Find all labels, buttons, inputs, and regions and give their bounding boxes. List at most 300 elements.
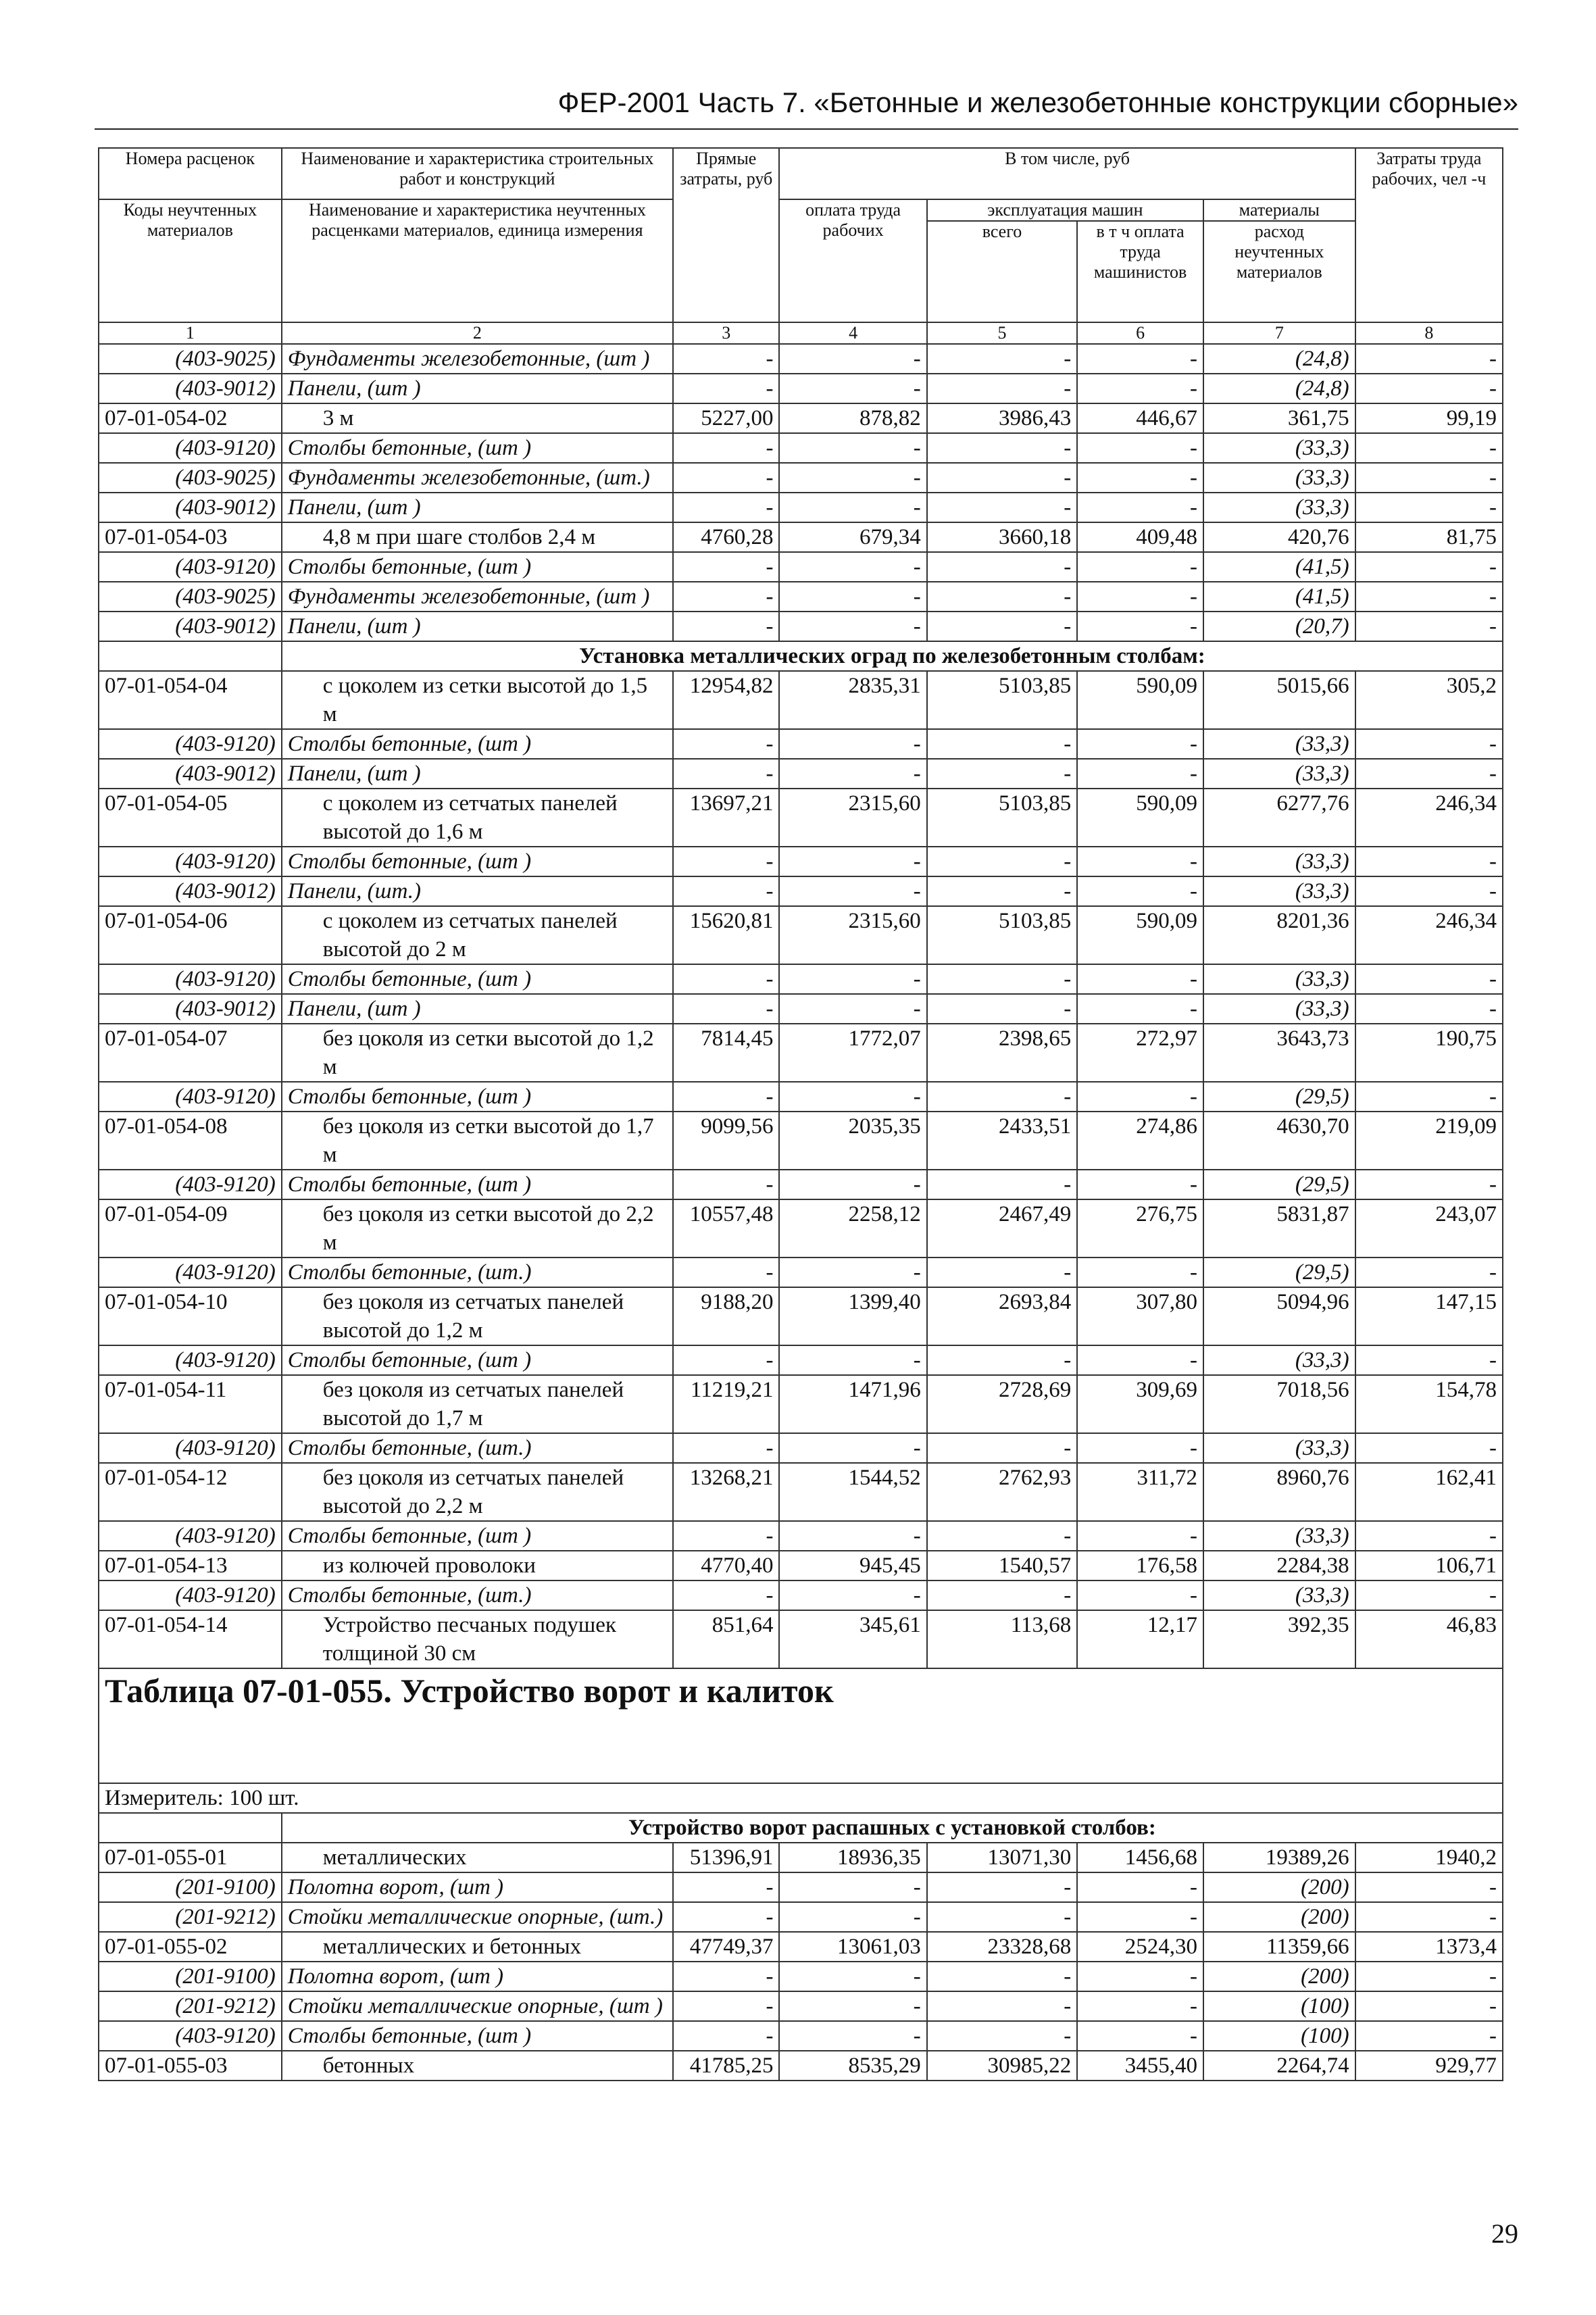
value-cell: 47749,37	[673, 1932, 779, 1962]
value-cell: -	[673, 1872, 779, 1902]
value-cell: -	[779, 1082, 926, 1112]
value-cell: -	[779, 847, 926, 876]
value-cell: (33,3)	[1203, 1345, 1355, 1375]
rate-row	[99, 1932, 1503, 1962]
material-name: Столбы бетонные, (шт )	[282, 964, 673, 994]
section-spacer	[99, 641, 282, 671]
material-row	[99, 374, 1503, 403]
material-code: (403-9012)	[99, 493, 282, 522]
value-cell: -	[673, 1580, 779, 1610]
material-row	[99, 1580, 1503, 1610]
work-name: бетонных	[282, 2051, 673, 2081]
value-cell: (29,5)	[1203, 1082, 1355, 1112]
value-cell: (24,8)	[1203, 374, 1355, 403]
material-code: (201-9212)	[99, 1991, 282, 2021]
rate-row	[99, 1024, 1503, 1082]
value-cell: -	[1355, 493, 1503, 522]
material-row	[99, 759, 1503, 789]
value-cell: -	[779, 1258, 926, 1287]
material-row	[99, 1962, 1503, 1991]
value-cell: -	[1355, 582, 1503, 612]
value-cell: -	[779, 759, 926, 789]
value-cell: -	[1355, 1872, 1503, 1902]
value-cell: -	[927, 582, 1077, 612]
value-cell: 4770,40	[673, 1551, 779, 1580]
price-table	[98, 147, 1503, 2081]
value-cell: -	[779, 374, 926, 403]
value-cell: (41,5)	[1203, 582, 1355, 612]
value-cell: 1940,2	[1355, 1843, 1503, 1872]
value-cell: -	[1355, 1902, 1503, 1932]
value-cell: -	[1355, 876, 1503, 906]
value-cell: (100)	[1203, 2021, 1355, 2051]
value-cell: (33,3)	[1203, 964, 1355, 994]
work-name: без цоколя из сетки высотой до 2,2 м	[282, 1199, 673, 1258]
value-cell: 3643,73	[1203, 1024, 1355, 1082]
work-name: с цоколем из сетки высотой до 1,5 м	[282, 671, 673, 729]
value-cell: -	[673, 463, 779, 493]
value-cell: 23328,68	[927, 1932, 1077, 1962]
column-number: 1	[99, 322, 282, 344]
section-row	[99, 641, 1503, 671]
rate-row	[99, 906, 1503, 964]
value-cell: 3455,40	[1077, 2051, 1203, 2081]
value-cell: -	[1355, 1580, 1503, 1610]
page-number: 29	[1491, 2218, 1518, 2249]
value-cell: 345,61	[779, 1610, 926, 1668]
value-cell: -	[673, 1170, 779, 1199]
value-cell: -	[1355, 552, 1503, 582]
material-row	[99, 433, 1503, 463]
value-cell: 6277,76	[1203, 789, 1355, 847]
material-row	[99, 552, 1503, 582]
value-cell: (33,3)	[1203, 1433, 1355, 1463]
value-cell: -	[1077, 1991, 1203, 2021]
value-cell: -	[1077, 1962, 1203, 1991]
meter-unit: Измеритель: 100 шт.	[99, 1783, 1503, 1813]
value-cell: 18936,35	[779, 1843, 926, 1872]
value-cell: -	[927, 433, 1077, 463]
running-title: ФЕР-2001 Часть 7. «Бетонные и железобетонные конструкции сборные»	[557, 86, 1518, 118]
value-cell: -	[673, 1991, 779, 2021]
material-code: (201-9212)	[99, 1902, 282, 1932]
material-name: Столбы бетонные, (шт )	[282, 1521, 673, 1551]
column-number: 4	[779, 322, 926, 344]
value-cell: 3660,18	[927, 522, 1077, 552]
material-code: (403-9025)	[99, 463, 282, 493]
value-cell: -	[1355, 1170, 1503, 1199]
rate-row	[99, 1551, 1503, 1580]
value-cell: -	[779, 1345, 926, 1375]
material-name: Фундаменты железобетонные, (шт )	[282, 582, 673, 612]
value-cell: -	[673, 847, 779, 876]
value-cell: -	[1355, 2021, 1503, 2051]
material-name: Столбы бетонные, (шт.)	[282, 1258, 673, 1287]
material-name: Столбы бетонные, (шт )	[282, 729, 673, 759]
value-cell: 4760,28	[673, 522, 779, 552]
value-cell: 9188,20	[673, 1287, 779, 1345]
value-cell: 679,34	[779, 522, 926, 552]
rate-code: 07-01-054-02	[99, 403, 282, 433]
value-cell: 1544,52	[779, 1463, 926, 1521]
value-cell: -	[1077, 1902, 1203, 1932]
material-code: (403-9012)	[99, 994, 282, 1024]
value-cell: (200)	[1203, 1902, 1355, 1932]
value-cell: 113,68	[927, 1610, 1077, 1668]
value-cell: 590,09	[1077, 789, 1203, 847]
rate-code: 07-01-055-03	[99, 2051, 282, 2081]
column-number: 6	[1077, 322, 1203, 344]
rate-code: 07-01-054-03	[99, 522, 282, 552]
value-cell: -	[673, 344, 779, 374]
material-code: (403-9120)	[99, 2021, 282, 2051]
value-cell: -	[1355, 964, 1503, 994]
material-name: Столбы бетонные, (шт )	[282, 552, 673, 582]
value-cell: -	[779, 876, 926, 906]
material-row	[99, 582, 1503, 612]
rate-code: 07-01-054-05	[99, 789, 282, 847]
value-cell: -	[1077, 374, 1203, 403]
rate-row	[99, 522, 1503, 552]
value-cell: 7018,56	[1203, 1375, 1355, 1433]
material-name: Столбы бетонные, (шт )	[282, 1345, 673, 1375]
value-cell: -	[779, 1521, 926, 1551]
value-cell: -	[1077, 759, 1203, 789]
value-cell: (41,5)	[1203, 552, 1355, 582]
material-row	[99, 1082, 1503, 1112]
value-cell: 106,71	[1355, 1551, 1503, 1580]
value-cell: -	[673, 433, 779, 463]
material-name: Панели, (шт )	[282, 493, 673, 522]
value-cell: (29,5)	[1203, 1170, 1355, 1199]
material-row	[99, 1345, 1503, 1375]
value-cell: -	[927, 2021, 1077, 2051]
work-name: без цоколя из сетчатых панелей высотой до 2,2 м	[282, 1463, 673, 1521]
value-cell: -	[1077, 433, 1203, 463]
value-cell: 2315,60	[779, 789, 926, 847]
value-cell: 3986,43	[927, 403, 1077, 433]
value-cell: (33,3)	[1203, 876, 1355, 906]
value-cell: -	[927, 1521, 1077, 1551]
work-name: без цоколя из сетки высотой до 1,7 м	[282, 1112, 673, 1170]
material-row	[99, 463, 1503, 493]
value-cell: 2728,69	[927, 1375, 1077, 1433]
material-row	[99, 729, 1503, 759]
material-code: (403-9012)	[99, 876, 282, 906]
value-cell: 945,45	[779, 1551, 926, 1580]
value-cell: -	[1355, 1991, 1503, 2021]
value-cell: -	[927, 493, 1077, 522]
material-code: (403-9120)	[99, 964, 282, 994]
work-name: с цоколем из сетчатых панелей высотой до 2 м	[282, 906, 673, 964]
value-cell: 41785,25	[673, 2051, 779, 2081]
value-cell: 2284,38	[1203, 1551, 1355, 1580]
value-cell: -	[927, 1433, 1077, 1463]
value-cell: -	[927, 1872, 1077, 1902]
column-number-row	[99, 322, 1503, 344]
value-cell: 2258,12	[779, 1199, 926, 1258]
rate-code: 07-01-054-10	[99, 1287, 282, 1345]
value-cell: 311,72	[1077, 1463, 1203, 1521]
value-cell: -	[673, 1258, 779, 1287]
material-name: Стойки металлические опорные, (шт )	[282, 1991, 673, 2021]
material-name: Столбы бетонные, (шт )	[282, 1170, 673, 1199]
value-cell: -	[1077, 1170, 1203, 1199]
value-cell: 10557,48	[673, 1199, 779, 1258]
material-name: Панели, (шт.)	[282, 876, 673, 906]
value-cell: -	[1077, 1580, 1203, 1610]
material-name: Столбы бетонные, (шт )	[282, 847, 673, 876]
value-cell: -	[1355, 612, 1503, 641]
material-code: (403-9120)	[99, 1580, 282, 1610]
value-cell: -	[1077, 344, 1203, 374]
value-cell: 13071,30	[927, 1843, 1077, 1872]
work-name: без цоколя из сетчатых панелей высотой до 1,2 м	[282, 1287, 673, 1345]
value-cell: (33,3)	[1203, 847, 1355, 876]
material-name: Столбы бетонные, (шт )	[282, 1082, 673, 1112]
value-cell: -	[1355, 1962, 1503, 1991]
value-cell: 446,67	[1077, 403, 1203, 433]
material-code: (403-9012)	[99, 612, 282, 641]
value-cell: 1456,68	[1077, 1843, 1203, 1872]
value-cell: 8201,36	[1203, 906, 1355, 964]
rate-row	[99, 1375, 1503, 1433]
column-number: 2	[282, 322, 673, 344]
rate-row	[99, 789, 1503, 847]
header-material-cost: расход неучтенных материалов	[1203, 221, 1355, 322]
value-cell: -	[927, 847, 1077, 876]
value-cell: -	[673, 493, 779, 522]
material-code: (403-9120)	[99, 433, 282, 463]
material-row	[99, 876, 1503, 906]
material-name: Панели, (шт )	[282, 759, 673, 789]
value-cell: -	[927, 729, 1077, 759]
value-cell: (24,8)	[1203, 344, 1355, 374]
material-name: Столбы бетонные, (шт )	[282, 433, 673, 463]
value-cell: -	[779, 433, 926, 463]
value-cell: -	[779, 1433, 926, 1463]
material-name: Фундаменты железобетонные, (шт.)	[282, 463, 673, 493]
value-cell: -	[1355, 1082, 1503, 1112]
value-cell: -	[673, 612, 779, 641]
value-cell: -	[927, 344, 1077, 374]
work-name: металлических и бетонных	[282, 1932, 673, 1962]
value-cell: -	[927, 463, 1077, 493]
value-cell: -	[779, 612, 926, 641]
header-machines-total: всего	[927, 221, 1077, 322]
material-name: Панели, (шт )	[282, 994, 673, 1024]
value-cell: 420,76	[1203, 522, 1355, 552]
value-cell: -	[927, 612, 1077, 641]
value-cell: 2762,93	[927, 1463, 1077, 1521]
work-name: с цоколем из сетчатых панелей высотой до 1,6 м	[282, 789, 673, 847]
value-cell: -	[779, 964, 926, 994]
material-row	[99, 847, 1503, 876]
material-row	[99, 493, 1503, 522]
rate-code: 07-01-054-11	[99, 1375, 282, 1433]
column-number: 3	[673, 322, 779, 344]
table-title: Таблица 07-01-055. Устройство ворот и калиток	[99, 1668, 1503, 1783]
value-cell: 1471,96	[779, 1375, 926, 1433]
value-cell: -	[779, 994, 926, 1024]
value-cell: -	[1355, 374, 1503, 403]
value-cell: 4630,70	[1203, 1112, 1355, 1170]
material-code: (403-9012)	[99, 374, 282, 403]
value-cell: -	[779, 1872, 926, 1902]
value-cell: (33,3)	[1203, 1521, 1355, 1551]
material-row	[99, 994, 1503, 1024]
value-cell: (33,3)	[1203, 433, 1355, 463]
material-row	[99, 344, 1503, 374]
value-cell: -	[1355, 759, 1503, 789]
value-cell: 2467,49	[927, 1199, 1077, 1258]
value-cell: -	[1077, 1521, 1203, 1551]
value-cell: -	[1355, 1521, 1503, 1551]
material-code: (403-9120)	[99, 847, 282, 876]
material-row	[99, 2021, 1503, 2051]
value-cell: -	[1077, 1872, 1203, 1902]
header-worker-pay: оплата труда рабочих	[779, 199, 926, 322]
value-cell: 9099,56	[673, 1112, 779, 1170]
value-cell: 590,09	[1077, 906, 1203, 964]
value-cell: 361,75	[1203, 403, 1355, 433]
value-cell: -	[927, 876, 1077, 906]
value-cell: 1540,57	[927, 1551, 1077, 1580]
value-cell: -	[1077, 463, 1203, 493]
work-name: без цоколя из сетки высотой до 1,2 м	[282, 1024, 673, 1082]
header-labor-hours: Затраты труда рабочих, чел -ч	[1355, 148, 1503, 322]
value-cell: -	[673, 1902, 779, 1932]
material-name: Панели, (шт )	[282, 374, 673, 403]
value-cell: 8960,76	[1203, 1463, 1355, 1521]
header-machines: эксплуатация машин	[927, 199, 1203, 221]
value-cell: 307,80	[1077, 1287, 1203, 1345]
value-cell: 2264,74	[1203, 2051, 1355, 2081]
material-code: (403-9012)	[99, 759, 282, 789]
value-cell: -	[927, 374, 1077, 403]
material-code: (403-9120)	[99, 1345, 282, 1375]
value-cell: -	[1077, 1345, 1203, 1375]
value-cell: 162,41	[1355, 1463, 1503, 1521]
value-cell: -	[779, 552, 926, 582]
material-code: (403-9120)	[99, 552, 282, 582]
section-spacer	[99, 1813, 282, 1843]
value-cell: -	[927, 1902, 1077, 1932]
column-number: 5	[927, 322, 1077, 344]
value-cell: -	[1355, 994, 1503, 1024]
section-heading: Установка металлических оград по железобетонным столбам:	[282, 641, 1503, 671]
material-row	[99, 612, 1503, 641]
value-cell: 13268,21	[673, 1463, 779, 1521]
value-cell: 12,17	[1077, 1610, 1203, 1668]
value-cell: 13061,03	[779, 1932, 926, 1962]
value-cell: -	[1077, 1433, 1203, 1463]
value-cell: (29,5)	[1203, 1258, 1355, 1287]
value-cell: -	[1355, 344, 1503, 374]
rate-code: 07-01-054-06	[99, 906, 282, 964]
value-cell: 246,34	[1355, 906, 1503, 964]
value-cell: -	[1355, 433, 1503, 463]
value-cell: (33,3)	[1203, 493, 1355, 522]
material-row	[99, 964, 1503, 994]
rate-code: 07-01-054-04	[99, 671, 282, 729]
value-cell: -	[673, 759, 779, 789]
value-cell: -	[927, 994, 1077, 1024]
value-cell: -	[927, 1258, 1077, 1287]
value-cell: -	[779, 1170, 926, 1199]
value-cell: -	[673, 1521, 779, 1551]
value-cell: -	[1077, 1082, 1203, 1112]
value-cell: 5015,66	[1203, 671, 1355, 729]
header-material-codes: Коды неучтенных материалов	[99, 199, 282, 322]
work-name: металлических	[282, 1843, 673, 1872]
rate-code: 07-01-054-12	[99, 1463, 282, 1521]
value-cell: 2315,60	[779, 906, 926, 964]
material-name: Стойки металлические опорные, (шт.)	[282, 1902, 673, 1932]
value-cell: -	[779, 2021, 926, 2051]
value-cell: -	[673, 964, 779, 994]
value-cell: -	[1077, 994, 1203, 1024]
rate-code: 07-01-054-13	[99, 1551, 282, 1580]
value-cell: -	[927, 1082, 1077, 1112]
value-cell: 5103,85	[927, 906, 1077, 964]
value-cell: 5831,87	[1203, 1199, 1355, 1258]
value-cell: 219,09	[1355, 1112, 1503, 1170]
material-code: (201-9100)	[99, 1872, 282, 1902]
value-cell: (33,3)	[1203, 463, 1355, 493]
section-heading: Устройство ворот распашных с установкой столбов:	[282, 1813, 1503, 1843]
material-row	[99, 1991, 1503, 2021]
rate-code: 07-01-055-02	[99, 1932, 282, 1962]
value-cell: -	[1077, 2021, 1203, 2051]
value-cell: -	[779, 493, 926, 522]
value-cell: 5227,00	[673, 403, 779, 433]
value-cell: -	[673, 994, 779, 1024]
header-work-name: Наименование и характеристика строительных работ и конструкций	[282, 148, 673, 199]
column-number: 8	[1355, 322, 1503, 344]
header-machinist-pay: в т ч оплата труда машинистов	[1077, 221, 1203, 322]
value-cell: -	[673, 374, 779, 403]
material-code: (403-9120)	[99, 1170, 282, 1199]
material-name: Столбы бетонные, (шт.)	[282, 1580, 673, 1610]
value-cell: 5094,96	[1203, 1287, 1355, 1345]
value-cell: (33,3)	[1203, 759, 1355, 789]
value-cell: (200)	[1203, 1872, 1355, 1902]
value-cell: 2433,51	[927, 1112, 1077, 1170]
value-cell: -	[673, 1082, 779, 1112]
work-name: без цоколя из сетчатых панелей высотой до 1,7 м	[282, 1375, 673, 1433]
value-cell: -	[673, 582, 779, 612]
rate-row	[99, 1610, 1503, 1668]
table-title-row	[99, 1668, 1503, 1783]
value-cell: 15620,81	[673, 906, 779, 964]
rate-row	[99, 1199, 1503, 1258]
value-cell: -	[1355, 1345, 1503, 1375]
value-cell: -	[673, 876, 779, 906]
value-cell: 19389,26	[1203, 1843, 1355, 1872]
value-cell: -	[927, 552, 1077, 582]
value-cell: 2693,84	[927, 1287, 1077, 1345]
value-cell: -	[779, 729, 926, 759]
value-cell: 99,19	[1355, 403, 1503, 433]
value-cell: -	[673, 2021, 779, 2051]
value-cell: 274,86	[1077, 1112, 1203, 1170]
material-name: Панели, (шт )	[282, 612, 673, 641]
header-material-names: Наименование и характеристика неучтенных расценками материалов, единица измерения	[282, 199, 673, 322]
value-cell: 30985,22	[927, 2051, 1077, 2081]
work-name: 4,8 м при шаге столбов 2,4 м	[282, 522, 673, 552]
value-cell: -	[1077, 876, 1203, 906]
